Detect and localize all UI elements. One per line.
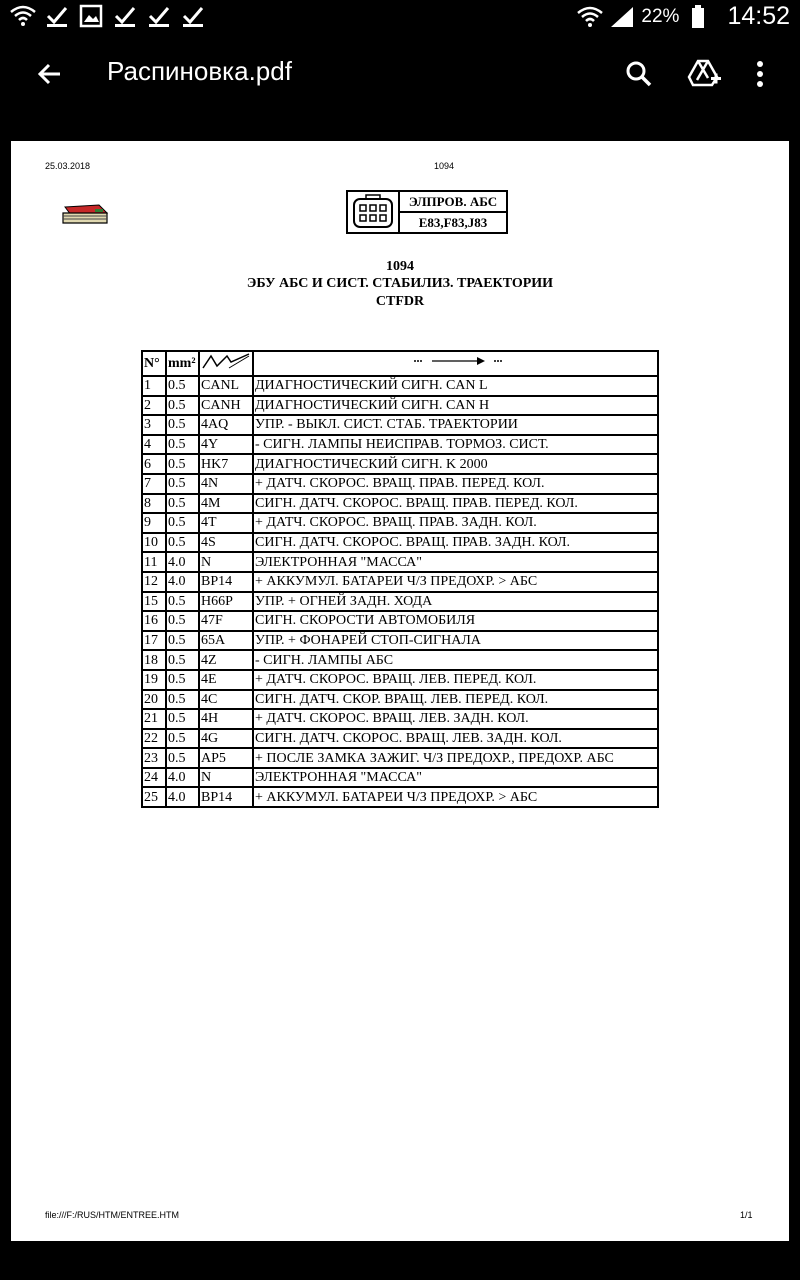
pin-description: + АККУМУЛ. БАТАРЕИ Ч/З ПРЕДОХР. > АБС bbox=[253, 787, 658, 807]
clock: 14:52 bbox=[727, 2, 790, 30]
pin-description: СИГН. ДАТЧ. СКОРОС. ВРАЩ. ЛЕВ. ЗАДН. КОЛ. bbox=[253, 729, 658, 749]
badge-title: ЭЛПРОВ. АБС bbox=[408, 193, 498, 209]
table-row bbox=[142, 748, 658, 768]
search-button[interactable] bbox=[619, 54, 659, 94]
badge-models: E83,F83,J83 bbox=[400, 211, 506, 232]
image-icon bbox=[78, 3, 104, 29]
table-row bbox=[142, 787, 658, 807]
wire-code: HK7 bbox=[199, 454, 253, 474]
connector-badge bbox=[346, 190, 508, 234]
pin-description: ДИАГНОСТИЧЕСКИЙ СИГН. CAN H bbox=[253, 396, 658, 416]
wire-section: 0.5 bbox=[166, 435, 199, 455]
wire-code: BP14 bbox=[199, 787, 253, 807]
table-row bbox=[142, 435, 658, 455]
doc-code: CTFDR bbox=[375, 294, 425, 309]
wifi-icon bbox=[577, 4, 603, 30]
table-row bbox=[142, 611, 658, 631]
add-to-drive-button[interactable] bbox=[684, 54, 724, 94]
wire-code: BP14 bbox=[199, 572, 253, 592]
pin-description: + ДАТЧ. СКОРОС. ВРАЩ. ЛЕВ. ЗАДН. КОЛ. bbox=[253, 709, 658, 729]
wire-section: 0.5 bbox=[166, 533, 199, 553]
table-row bbox=[142, 572, 658, 592]
connector-icon bbox=[348, 192, 400, 232]
doc-title: ЭБУ АБС И СИСТ. СТАБИЛИЗ. ТРАЕКТОРИИ bbox=[246, 276, 554, 291]
wire-code: 4AQ bbox=[199, 415, 253, 435]
pin-number: 20 bbox=[142, 690, 166, 710]
pin-number: 19 bbox=[142, 670, 166, 690]
pin-number: 6 bbox=[142, 454, 166, 474]
pin-description: УПР. - ВЫКЛ. СИСТ. СТАБ. ТРАЕКТОРИИ bbox=[253, 415, 658, 435]
wire-section: 4.0 bbox=[166, 552, 199, 572]
arrow-back-icon bbox=[30, 54, 70, 94]
wire-code: 4E bbox=[199, 670, 253, 690]
pin-number: 8 bbox=[142, 494, 166, 514]
table-row bbox=[142, 631, 658, 651]
pin-description: ЭЛЕКТРОННАЯ "МАССА" bbox=[253, 552, 658, 572]
pin-description: СИГН. ДАТЧ. СКОРОС. ВРАЩ. ПРАВ. ЗАДН. КОЛ. bbox=[253, 533, 658, 553]
pin-description: + ДАТЧ. СКОРОС. ВРАЩ. ПРАВ. ЗАДН. КОЛ. bbox=[253, 513, 658, 533]
table-row bbox=[142, 454, 658, 474]
wire-section: 0.5 bbox=[166, 611, 199, 631]
table-header bbox=[142, 351, 658, 376]
table-row bbox=[142, 415, 658, 435]
wire-section: 0.5 bbox=[166, 650, 199, 670]
wire-section: 0.5 bbox=[166, 748, 199, 768]
wire-code: 4T bbox=[199, 513, 253, 533]
table-row bbox=[142, 592, 658, 612]
pin-number: 24 bbox=[142, 768, 166, 788]
table-row bbox=[142, 690, 658, 710]
check-icon bbox=[44, 3, 70, 29]
pin-description: + ДАТЧ. СКОРОС. ВРАЩ. ПРАВ. ПЕРЕД. КОЛ. bbox=[253, 474, 658, 494]
pin-description: УПР. + ФОНАРЕЙ СТОП-СИГНАЛА bbox=[253, 631, 658, 651]
table-row bbox=[142, 650, 658, 670]
wifi-question-icon bbox=[10, 3, 36, 29]
table-row bbox=[142, 768, 658, 788]
pin-description: СИГН. ДАТЧ. СКОРОС. ВРАЩ. ПРАВ. ПЕРЕД. КОЛ. bbox=[253, 494, 658, 514]
wire-code: CANH bbox=[199, 396, 253, 416]
wire-code: 4M bbox=[199, 494, 253, 514]
wire-section: 0.5 bbox=[166, 690, 199, 710]
wire-code: 4G bbox=[199, 729, 253, 749]
wire-code: 4Y bbox=[199, 435, 253, 455]
pin-description: - СИГН. ЛАМПЫ НЕИСПРАВ. ТОРМОЗ. СИСТ. bbox=[253, 435, 658, 455]
wire-section: 0.5 bbox=[166, 631, 199, 651]
wire-section: 0.5 bbox=[166, 709, 199, 729]
table-row bbox=[142, 474, 658, 494]
footer-url: file:///F:/RUS/HTM/ENTREE.HTM bbox=[45, 1210, 180, 1220]
footer-page-number: 1/1 bbox=[740, 1210, 753, 1220]
pin-number: 9 bbox=[142, 513, 166, 533]
more-options-button[interactable] bbox=[740, 54, 780, 94]
wire-section: 0.5 bbox=[166, 670, 199, 690]
wire-code: 4H bbox=[199, 709, 253, 729]
pin-number: 11 bbox=[142, 552, 166, 572]
pin-description: ДИАГНОСТИЧЕСКИЙ СИГН. CAN L bbox=[253, 376, 658, 396]
system-indicators bbox=[577, 2, 790, 31]
wire-section: 0.5 bbox=[166, 474, 199, 494]
pinout-table bbox=[141, 350, 659, 808]
destination-arrow-icon bbox=[253, 351, 658, 376]
wire-code: 4N bbox=[199, 474, 253, 494]
pin-description: + ПОСЛЕ ЗАМКА ЗАЖИГ. Ч/З ПРЕДОХР., ПРЕДОХР. АБС bbox=[253, 748, 658, 768]
pin-description: + АККУМУЛ. БАТАРЕИ Ч/З ПРЕДОХР. > АБС bbox=[253, 572, 658, 592]
pin-number: 22 bbox=[142, 729, 166, 749]
battery-icon bbox=[685, 4, 711, 30]
wire-section: 0.5 bbox=[166, 729, 199, 749]
pin-number: 1 bbox=[142, 376, 166, 396]
printer-icon bbox=[59, 199, 111, 227]
table-row bbox=[142, 396, 658, 416]
pin-number: 25 bbox=[142, 787, 166, 807]
table-row bbox=[142, 513, 658, 533]
more-vert-icon bbox=[755, 59, 765, 89]
wire-section: 0.5 bbox=[166, 415, 199, 435]
back-button[interactable] bbox=[30, 54, 70, 94]
pdf-page[interactable] bbox=[11, 141, 789, 1241]
doc-number: 1094 bbox=[386, 259, 414, 274]
table-row bbox=[142, 729, 658, 749]
wire-code: H66P bbox=[199, 592, 253, 612]
pin-description: + ДАТЧ. СКОРОС. ВРАЩ. ЛЕВ. ПЕРЕД. КОЛ. bbox=[253, 670, 658, 690]
pin-number: 16 bbox=[142, 611, 166, 631]
table-row bbox=[142, 552, 658, 572]
wire-code: 65A bbox=[199, 631, 253, 651]
col-section-header: mm² bbox=[166, 351, 199, 376]
drive-add-icon bbox=[687, 58, 721, 90]
wire-code: CANL bbox=[199, 376, 253, 396]
table-row bbox=[142, 376, 658, 396]
wire-code: 47F bbox=[199, 611, 253, 631]
app-bar bbox=[0, 34, 800, 114]
pin-description: ДИАГНОСТИЧЕСКИЙ СИГН. K 2000 bbox=[253, 454, 658, 474]
wire-code: 4C bbox=[199, 690, 253, 710]
battery-percent: 22% bbox=[641, 5, 680, 27]
search-icon bbox=[623, 58, 655, 90]
table-row bbox=[142, 709, 658, 729]
wire-section: 4.0 bbox=[166, 768, 199, 788]
check-icon bbox=[146, 3, 172, 29]
status-bar bbox=[0, 0, 800, 34]
wire-code: AP5 bbox=[199, 748, 253, 768]
check-icon bbox=[112, 3, 138, 29]
pin-description: СИГН. СКОРОСТИ АВТОМОБИЛЯ bbox=[253, 611, 658, 631]
pin-number: 3 bbox=[142, 415, 166, 435]
header-number: 1094 bbox=[434, 161, 455, 171]
wire-code: 4Z bbox=[199, 650, 253, 670]
wire-section: 4.0 bbox=[166, 787, 199, 807]
header-date: 25.03.2018 bbox=[45, 161, 91, 171]
wire-code: N bbox=[199, 768, 253, 788]
wire-code-icon bbox=[199, 351, 253, 376]
app-title: Распиновка.pdf bbox=[107, 56, 292, 86]
wire-code: N bbox=[199, 552, 253, 572]
pin-description: ЭЛЕКТРОННАЯ "МАССА" bbox=[253, 768, 658, 788]
pin-number: 4 bbox=[142, 435, 166, 455]
check-icon bbox=[180, 3, 206, 29]
wire-section: 4.0 bbox=[166, 572, 199, 592]
table-row bbox=[142, 494, 658, 514]
pin-number: 23 bbox=[142, 748, 166, 768]
col-number-header: N° bbox=[142, 351, 166, 376]
pin-number: 15 bbox=[142, 592, 166, 612]
pin-number: 10 bbox=[142, 533, 166, 553]
pin-description: - СИГН. ЛАМПЫ АБС bbox=[253, 650, 658, 670]
signal-icon bbox=[609, 4, 635, 30]
pin-description: СИГН. ДАТЧ. СКОР. ВРАЩ. ЛЕВ. ПЕРЕД. КОЛ. bbox=[253, 690, 658, 710]
pin-number: 17 bbox=[142, 631, 166, 651]
wire-section: 0.5 bbox=[166, 494, 199, 514]
pin-number: 7 bbox=[142, 474, 166, 494]
pin-number: 2 bbox=[142, 396, 166, 416]
pin-number: 12 bbox=[142, 572, 166, 592]
table-row bbox=[142, 670, 658, 690]
pin-number: 18 bbox=[142, 650, 166, 670]
wire-section: 0.5 bbox=[166, 513, 199, 533]
notification-icons bbox=[10, 3, 206, 29]
table-row bbox=[142, 533, 658, 553]
wire-section: 0.5 bbox=[166, 454, 199, 474]
wire-section: 0.5 bbox=[166, 592, 199, 612]
wire-section: 0.5 bbox=[166, 396, 199, 416]
pin-number: 21 bbox=[142, 709, 166, 729]
wire-section: 0.5 bbox=[166, 376, 199, 396]
pin-description: УПР. + ОГНЕЙ ЗАДН. ХОДА bbox=[253, 592, 658, 612]
wire-code: 4S bbox=[199, 533, 253, 553]
